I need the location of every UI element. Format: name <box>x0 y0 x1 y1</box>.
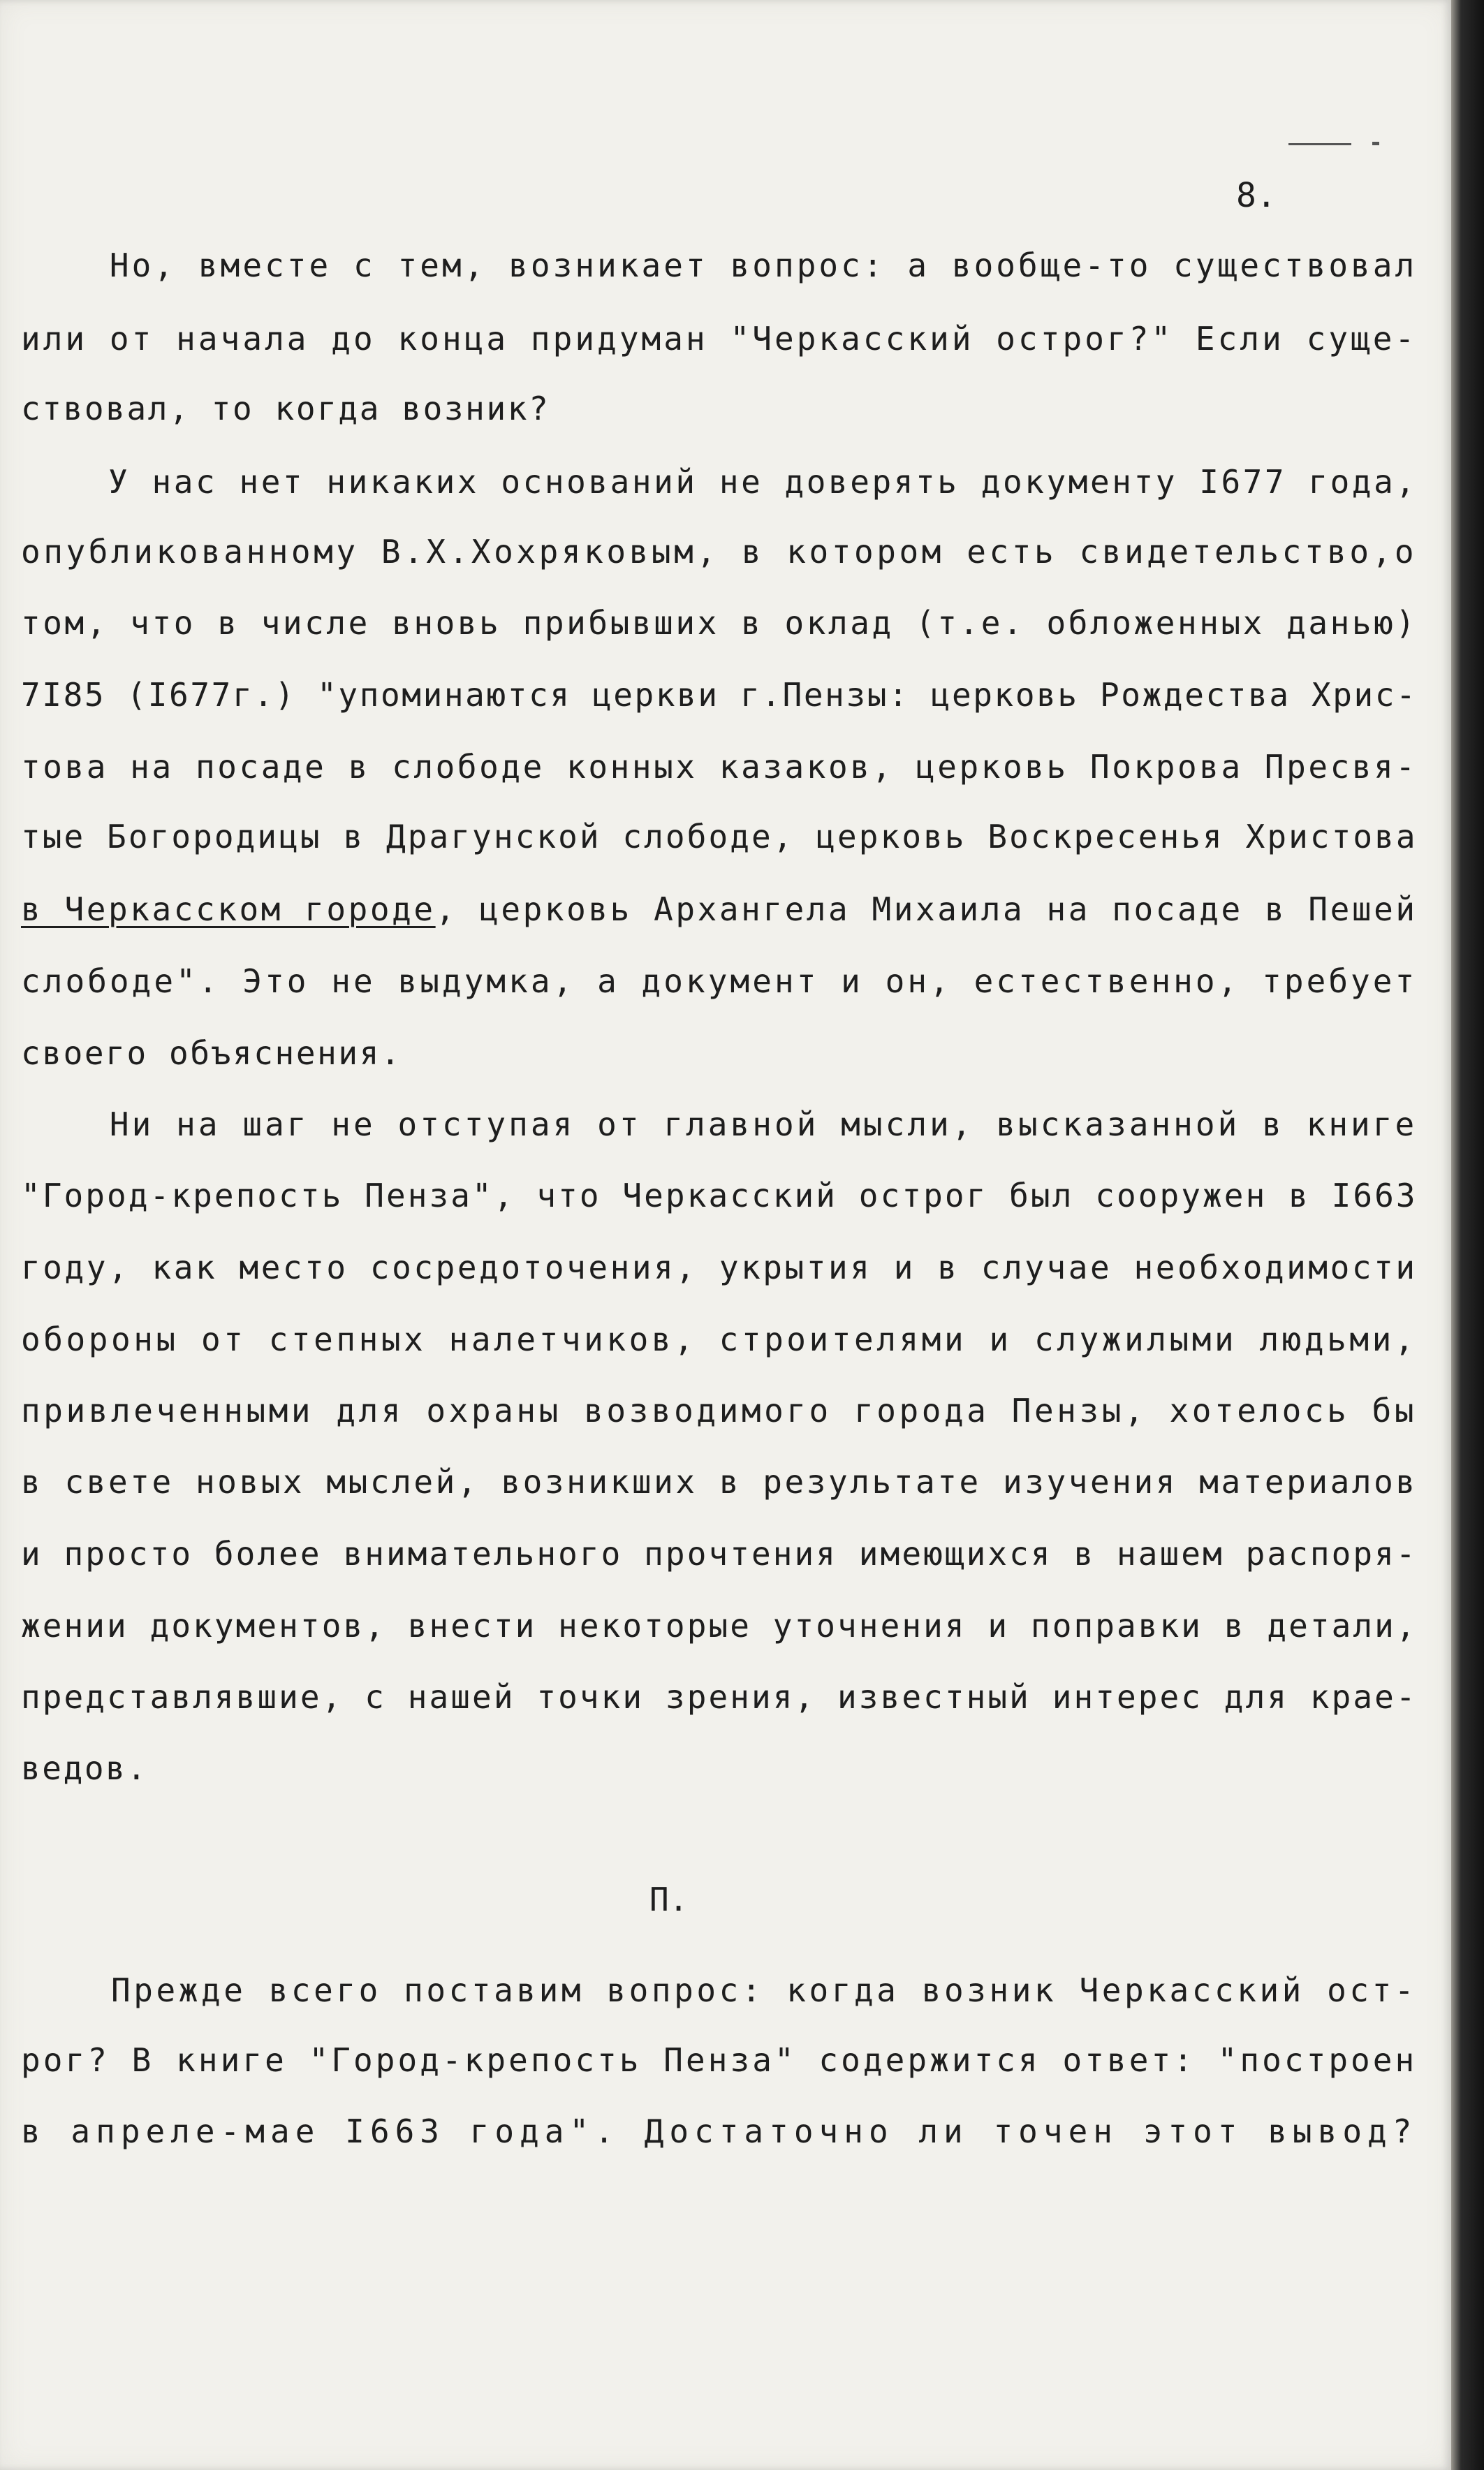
text-line: и просто более внимательного прочтения имеющихся в нашем распоря- <box>21 1535 1418 1573</box>
text-line-underlined <box>21 888 1418 930</box>
text-line: ствовал, то когда возник? <box>21 390 550 427</box>
text-line: това на посаде в слободе конных казаков, церковь Покрова Пресвя- <box>21 748 1418 786</box>
text-line: Но, вместе с тем, возникает вопрос: а вообще-то существовал <box>21 247 1418 284</box>
text-line: представлявшие, с нашей точки зрения, известный интерес для крае- <box>21 1678 1418 1716</box>
text-line: 7I85 (I677г.) "упоминаются церкви г.Пензы: церковь Рождества Хрис- <box>21 676 1418 714</box>
text-line: или от начала до конца придуман "Черкасский острог?" Если суще- <box>21 320 1418 358</box>
scanner-edge <box>1451 0 1484 2470</box>
text-line: году, как место сосредоточения, укрытия и в случае необходимости <box>21 1249 1418 1286</box>
corner-dot <box>1372 142 1379 145</box>
text-line: обороны от степных налетчиков, строителями и служилыми людьми, <box>21 1321 1418 1358</box>
underlined-phrase: в Черкасском городе <box>21 890 436 928</box>
text-line: Прежде всего поставим вопрос: когда возник Черкасский ост- <box>21 1971 1418 2009</box>
text-line: в апреле-мае I663 года". Достаточно ли точен этот вывод? <box>21 2112 1418 2150</box>
section-number: П. <box>649 1881 689 1918</box>
text-line: Ни на шаг не отступая от главной мысли, высказанной в книге <box>21 1105 1418 1143</box>
text-line: в свете новых мыслей, возникших в результате изучения материалов <box>21 1463 1418 1501</box>
text-line: жении документов, внести некоторые уточнения и поправки в детали, <box>21 1607 1418 1645</box>
text-line: своего объяснения. <box>21 1034 402 1072</box>
text-line: "Город-крепость Пенза", что Черкасский острог был сооружен в I663 <box>21 1177 1418 1214</box>
text-line: ведов. <box>21 1749 148 1787</box>
page-number: 8. <box>1236 176 1277 215</box>
text-line: рог? В книге "Город-крепость Пенза" содержится ответ: "построен <box>21 2041 1418 2079</box>
text-line: У нас нет никаких оснований не доверять документу I677 года, <box>21 463 1418 501</box>
text-line: опубликованному В.Х.Хохряковым, в котором есть свидетельство,о <box>21 533 1418 571</box>
text-line: тые Богородицы в Драгунской слободе, церковь Воскресенья Христова <box>21 818 1418 855</box>
text-line-rest: , церковь Архангела Михаила на посаде в Пешей <box>435 890 1418 928</box>
text-line: том, что в числе вновь прибывших в оклад (т.е. обложенных данью) <box>21 604 1418 642</box>
text-line: слободе". Это не выдумка, а документ и он, естественно, требует <box>21 962 1418 1000</box>
corner-mark <box>1288 143 1351 145</box>
text-line: привлеченными для охраны возводимого города Пензы, хотелось бы <box>21 1392 1418 1429</box>
